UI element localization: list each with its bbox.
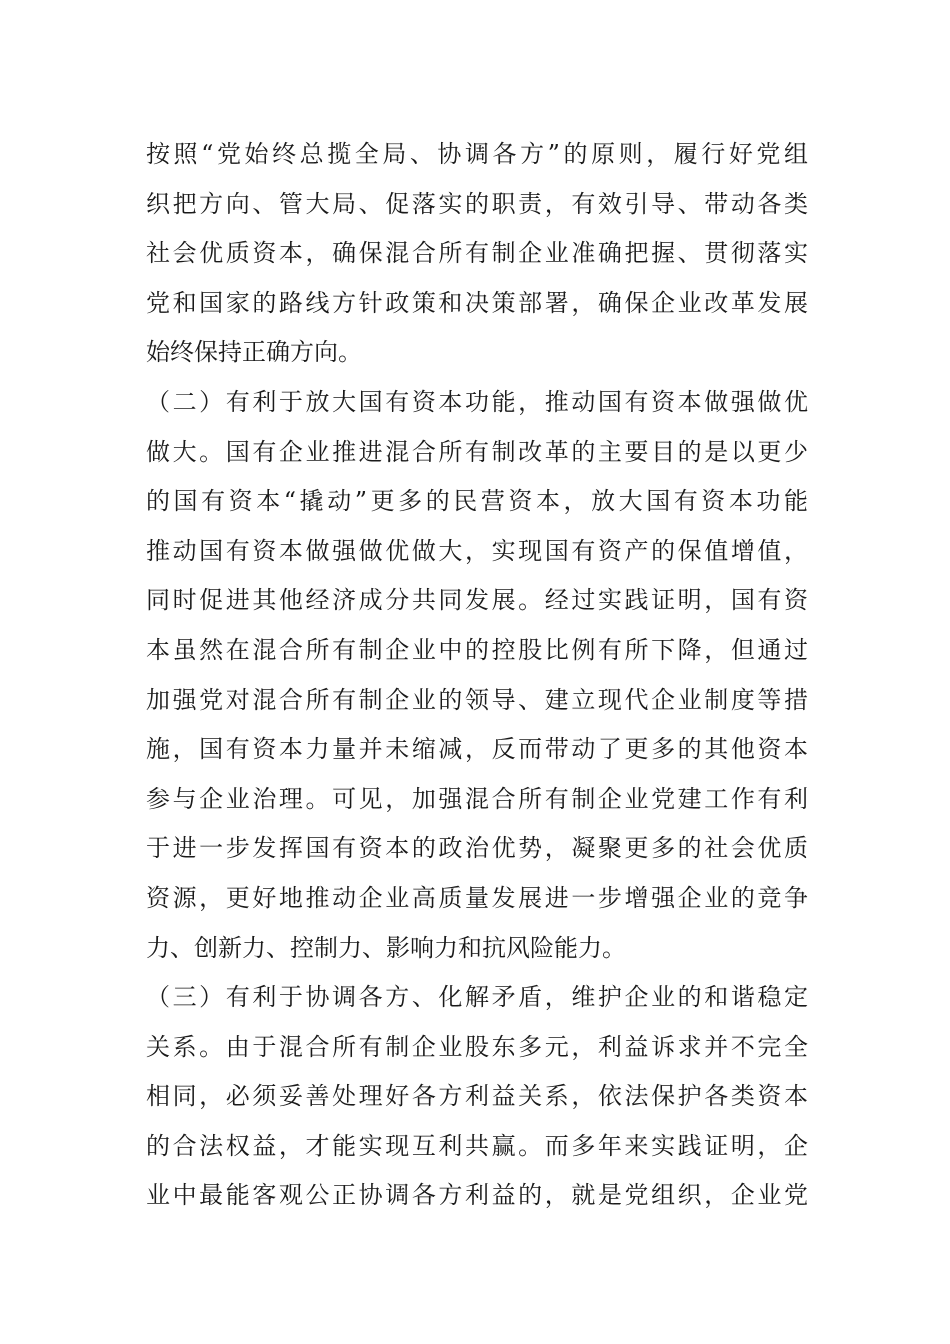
text-line: 本虽然在混合所有制企业中的控股比例有所下降，但通过	[146, 635, 808, 664]
text-line: 同时促进其他经济成分共同发展。经过实践证明，国有资	[146, 586, 808, 615]
text-line: 织把方向、管大局、促落实的职责，有效引导、带动各类	[146, 189, 808, 218]
text-line: 于进一步发挥国有资本的政治优势，凝聚更多的社会优质	[146, 834, 808, 863]
text-line: 按照“党始终总揽全局、协调各方”的原则，履行好党组	[146, 140, 808, 168]
text-line: 的合法权益，才能实现互利共赢。而多年来实践证明，企	[146, 1131, 808, 1160]
text-line: 施，国有资本力量并未缩减，反而带动了更多的其他资本	[146, 735, 808, 764]
text-line: （三）有利于协调各方、化解矛盾，维护企业的和谐稳定	[146, 983, 808, 1012]
text-line: 社会优质资本，确保混合所有制企业准确把握、贯彻落实	[146, 239, 808, 268]
text-line: 资源，更好地推动企业高质量发展进一步增强企业的竞争	[146, 883, 808, 912]
text-line: （二）有利于放大国有资本功能，推动国有资本做强做优	[146, 387, 808, 416]
text-line: 做大。国有企业推进混合所有制改革的主要目的是以更少	[146, 437, 808, 466]
text-line: 力、创新力、控制力、影响力和抗风险能力。	[146, 933, 626, 962]
text-line: 推动国有资本做强做优做大，实现国有资产的保值增值，	[146, 536, 808, 565]
text-line: 相同，必须妥善处理好各方利益关系，依法保护各类资本	[146, 1082, 808, 1111]
text-line: 党和国家的路线方针政策和决策部署，确保企业改革发展	[146, 288, 808, 317]
text-line: 始终保持正确方向。	[146, 338, 362, 367]
text-line: 加强党对混合所有制企业的领导、建立现代企业制度等措	[146, 685, 808, 714]
text-line: 关系。由于混合所有制企业股东多元，利益诉求并不完全	[146, 1032, 808, 1061]
text-line: 参与企业治理。可见，加强混合所有制企业党建工作有利	[146, 784, 808, 813]
body-text	[146, 130, 808, 1221]
text-line: 业中最能客观公正协调各方利益的，就是党组织，企业党	[146, 1181, 808, 1210]
text-line: 的国有资本“撬动”更多的民营资本，放大国有资本功能	[146, 487, 808, 516]
